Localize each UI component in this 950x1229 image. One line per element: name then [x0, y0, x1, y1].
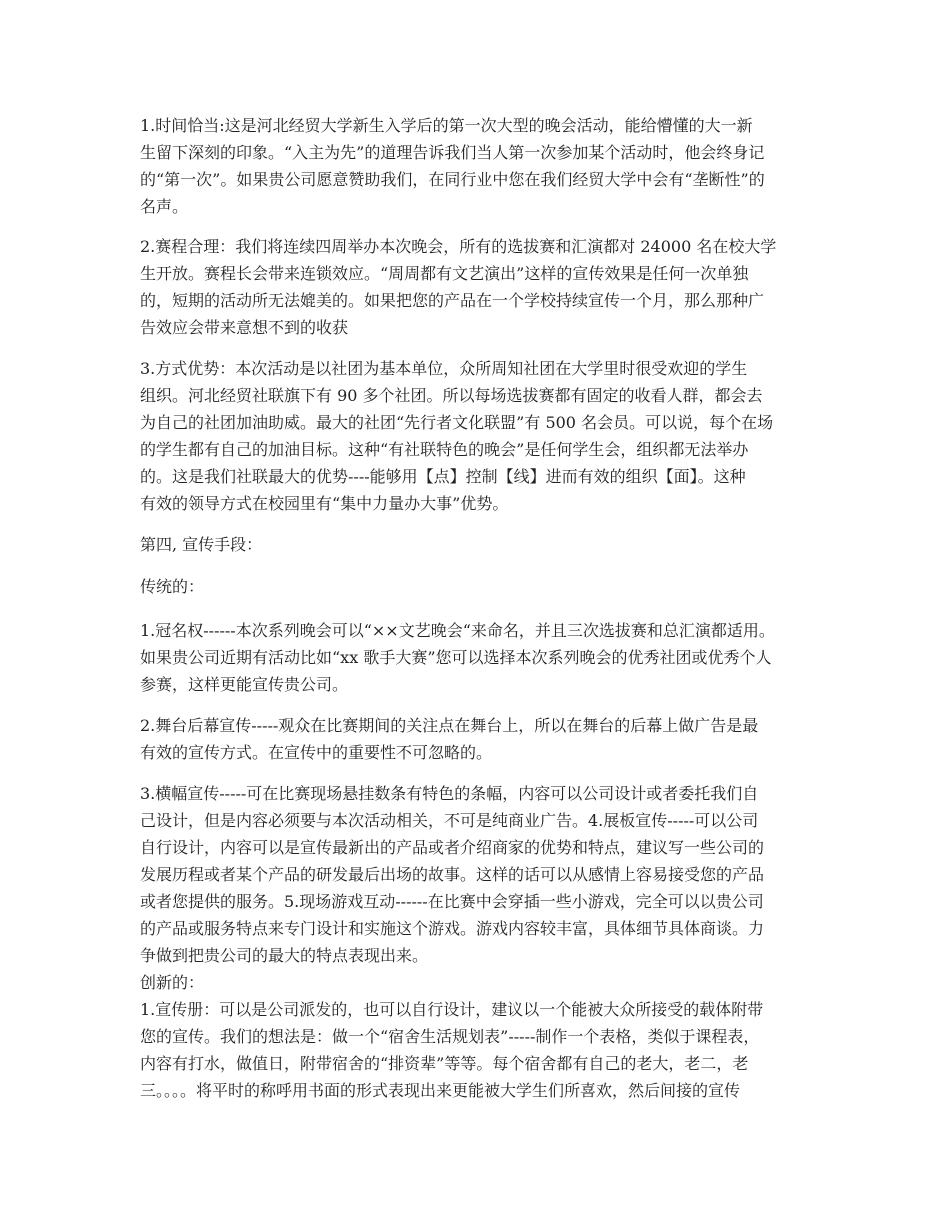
paragraph-method-advantage: 3.方式优势：本次活动是以社团为基本单位，众所周知社团在大学里时很受欢迎的学生 组织。河北经贸社联旗下有 90 多个社团。所以每场选拔赛都有固定的收看人群，都会去 为自己的社团加油助威。最大的社团“先行者文化联盟”有 500 名会员。可以说，每个在场 的学生都有自己的加油目标。这种“有社联特色的晚会”是任何学生会，组织都无法举办 的。这是我们社联最大的优势----能够用【点】控制【线】进而有效的组织【面】。这种 有效的领导方式在校园里有“集中力量办大事”优势。	[140, 359, 774, 513]
paragraph-timing-advantage: 1.时间恰当:这是河北经贸大学新生入学后的第一次大型的晚会活动，能给懵懂的大一新 生留下深刻的印象。“入主为先”的道理告诉我们当人第一次参加某个活动时，他会终身记 的“第一次”。如果贵公司愿意赞助我们，在同行业中您在我们经贸大学中会有“垄断性”的 名声。	[140, 116, 765, 216]
paragraph-banner-promotion: 3.横幅宣传-----可在比赛现场悬挂数条有特色的条幅，内容可以公司设计或者委托我们自 己设计，但是内容必须要与本次活动相关，不可是纯商业广告。4.展板宣传-----可以公司 自行设计，内容可以是宣传最新出的产品或者介绍商家的优势和特点，建议写一些公司的 发展历程或者某个产品的研发最后出场的故事。这样的话可以从感情上容易接受您的产品 或者您提供的服务。5.现场游戏互动------在比赛中会穿插一些小游戏，完全可以以贵公司 的产品或服务特点来专门设计和实施这个游戏。游戏内容较丰富，具体细节具体商谈。力 争做到把贵公司的最大的特点表现出来。	[140, 784, 765, 965]
subheading-innovative: 创新的：	[140, 973, 205, 992]
section-heading-promotion: 第四, 宣传手段：	[140, 535, 263, 554]
paragraph-brochure: 1.宣传册：可以是公司派发的，也可以自行设计，建议以一个能被大众所接受的载体附带 您的宣传。我们的想法是：做一个“宿舍生活规划表”-----制作一个表格，类似于课程表， 内容有打水，做值日，附带宿舍的“排资辈”等等。每个宿舍都有自己的老大，老二，老 三。。。。将平时的称呼用书面的形式表现出来更能被大学生们所喜欢，然后间接的宣传	[140, 1000, 764, 1100]
paragraph-schedule-advantage: 2.赛程合理：我们将连续四周举办本次晚会，所有的选拔赛和汇演都对 24000 名在校大学 生开放。赛程长会带来连锁效应。“周周都有文艺演出”这样的宣传效果是任何一次单独 的，短期的活动所无法媲美的。如果把您的产品在一个学校持续宣传一个月，那么那种广 告效应会带来意想不到的收获	[140, 237, 777, 337]
paragraph-naming-rights: 1.冠名权------本次系列晚会可以“××文艺晚会“来命名，并且三次选拔赛和总汇演都适用。 如果贵公司近期有活动比如“xx 歌手大赛”您可以选择本次系列晚会的优秀社团或优秀个人 参赛，这样更能宣传贵公司。	[140, 621, 775, 694]
subheading-traditional: 传统的：	[140, 577, 205, 596]
paragraph-stage-backdrop: 2.舞台后幕宣传-----观众在比赛期间的关注点在舞台上，所以在舞台的后幕上做广告是最 有效的宣传方式。在宣传中的重要性不可忽略的。	[140, 716, 759, 762]
